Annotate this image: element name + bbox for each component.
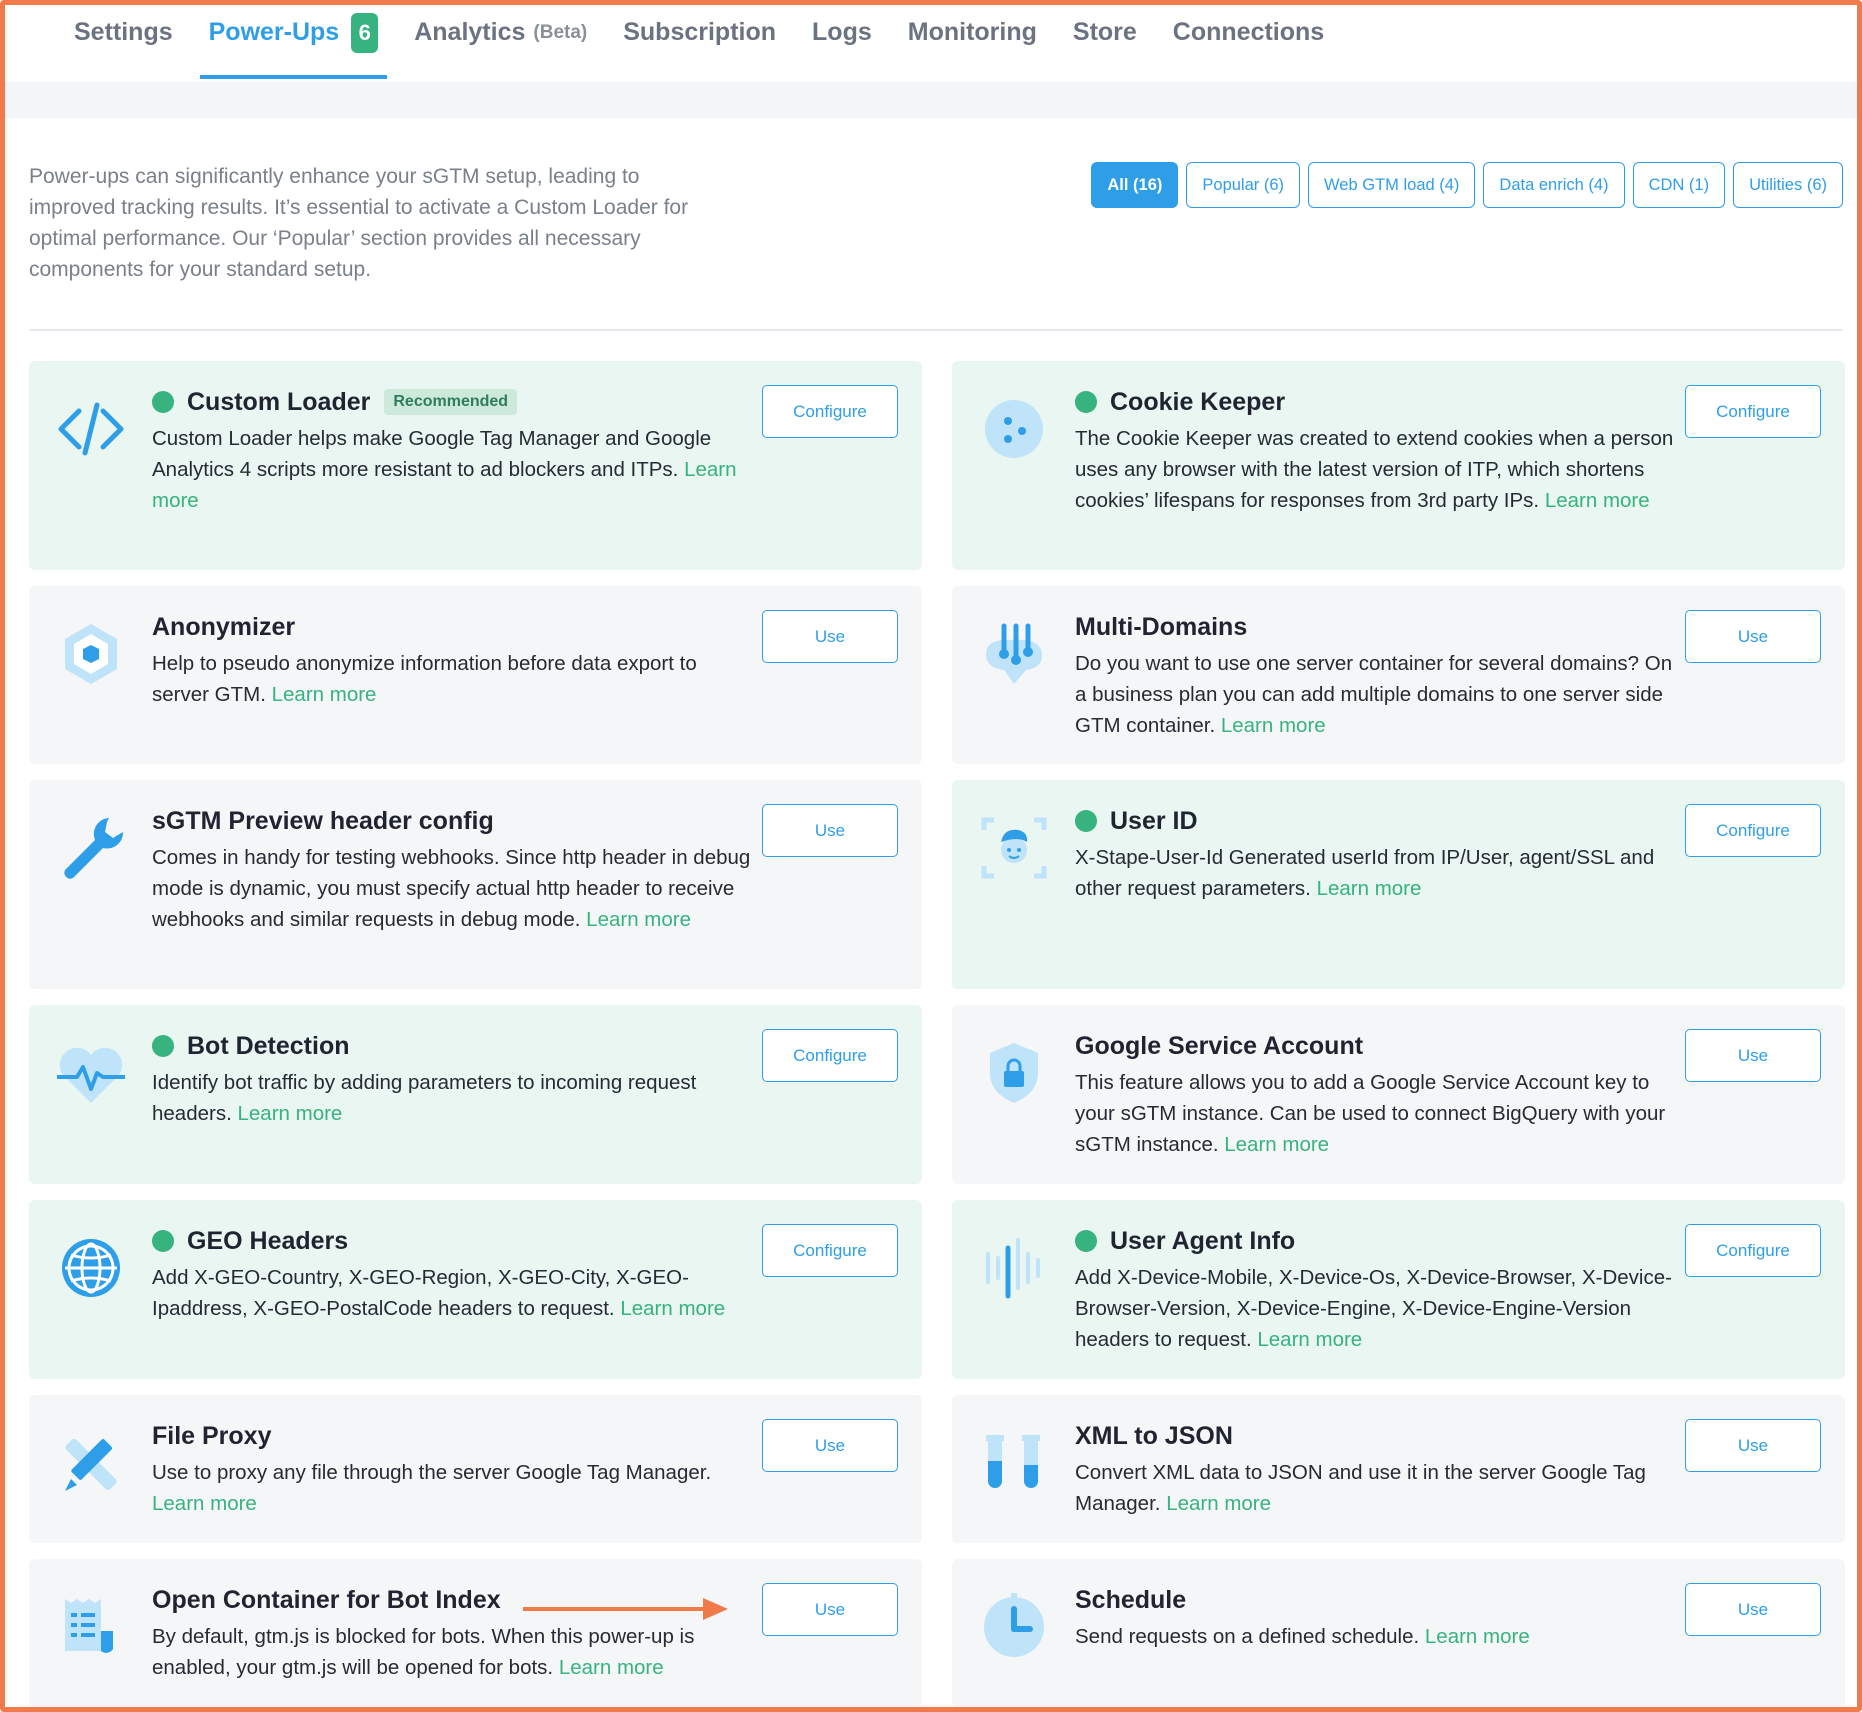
card-title-row [152,385,517,419]
filter-popular[interactable]: Popular (6) [1186,162,1300,208]
card-title-row [1075,385,1285,419]
anonymizer-use-button[interactable]: Use [762,610,898,663]
tab-settings[interactable] [65,5,182,82]
divider [29,329,1843,331]
card-title-row [1075,1419,1233,1453]
active-status-dot [1075,391,1097,413]
cookie-icon [974,389,1054,469]
power-up-card-google-service-account [952,1005,1845,1184]
google-service-account-use-button[interactable]: Use [1685,1029,1821,1082]
tab-label: Connections [1172,18,1325,46]
card-title: GEO Headers [187,1226,349,1255]
description-text: Add X-GEO-Country, X-GEO-Region, X-GEO-City, X-GEO-Ipaddress, X-GEO-PostalCode headers to request. [152,1266,689,1320]
hexagon-icon [51,614,131,694]
card-title-row [1075,610,1247,644]
learn-more-link[interactable]: Learn more [1257,1328,1363,1351]
card-title-row [152,1583,501,1617]
user-agent-info-configure-button[interactable]: Configure [1685,1224,1821,1277]
power-up-card-bot-detection [29,1005,922,1184]
learn-more-link[interactable]: Learn more [1166,1492,1272,1515]
card-description [1075,1621,1680,1652]
custom-loader-configure-button[interactable]: Configure [762,385,898,438]
card-description [1075,842,1680,904]
learn-more-link[interactable]: Learn more [1224,1133,1330,1156]
card-description [1075,423,1680,516]
active-status-dot [1075,810,1097,832]
tab-label: Logs [812,18,872,46]
active-status-dot [152,1035,174,1057]
learn-more-link[interactable]: Learn more [1424,1625,1530,1648]
receipt-icon [51,1587,131,1667]
card-description [152,1067,757,1129]
description-text: This feature allows you to add a Google Service Account key to your sGTM instance. Can be used to connect BigQuery with your sGTM instance. [1075,1071,1666,1156]
sgtm-preview-header-config-use-button[interactable]: Use [762,804,898,857]
power-up-card-cookie-keeper [952,361,1845,570]
card-title: Cookie Keeper [1110,387,1286,416]
tab-store[interactable] [1064,5,1146,82]
multi-domains-icon [974,614,1054,694]
learn-more-link[interactable]: Learn more [558,1656,664,1679]
learn-more-link[interactable]: Learn more [1220,714,1326,737]
description-text: Custom Loader helps make Google Tag Manager and Google Analytics 4 scripts more resistant to ad blockers and ITPs. [152,427,712,481]
card-description [1075,648,1680,741]
card-title-row [1075,1029,1363,1063]
globe-icon [51,1228,131,1308]
description-text: Identify bot traffic by adding parameters to incoming request headers. [152,1071,697,1125]
user-id-configure-button[interactable]: Configure [1685,804,1821,857]
tab-analytics[interactable] [405,5,596,82]
code-icon [51,389,131,469]
learn-more-link[interactable]: Learn more [152,458,737,512]
open-container-for-bot-index-use-button[interactable]: Use [762,1583,898,1636]
power-ups-count-badge: 6 [351,13,378,53]
tab-label: Monitoring [907,18,1037,46]
filter-cdn[interactable]: CDN (1) [1633,162,1726,208]
face-scan-icon [974,808,1054,888]
active-status-dot [152,391,174,413]
card-title-row [152,804,494,838]
tab-connections[interactable] [1164,5,1333,82]
card-title-row [1075,804,1198,838]
learn-more-link[interactable]: Learn more [620,1297,726,1320]
description-text: Add X-Device-Mobile, X-Device-Os, X-Device-Browser, X-Device-Browser-Version, X-Device-Engine, X-Device-Engine-Version headers to request. [1075,1266,1672,1351]
description-text: Send requests on a defined schedule. [1075,1625,1420,1648]
schedule-use-button[interactable]: Use [1685,1583,1821,1636]
card-title-row [152,1224,348,1258]
description-text: X-Stape-User-Id Generated userId from IP/User, agent/SSL and other request parameters. [1075,846,1655,900]
filter-web-gtm-load[interactable]: Web GTM load (4) [1308,162,1475,208]
filter-group [1091,162,1843,208]
annotation-arrow [523,1597,728,1621]
card-title: Open Container for Bot Index [152,1585,501,1614]
power-up-card-user-agent-info [952,1200,1845,1379]
sound-bars-icon [974,1228,1054,1308]
cookie-keeper-configure-button[interactable]: Configure [1685,385,1821,438]
pen-ruler-icon [51,1423,131,1503]
card-title-row [1075,1224,1295,1258]
tab-bar [5,5,1857,82]
filter-all[interactable]: All (16) [1091,162,1178,208]
card-description [1075,1262,1680,1355]
card-title: Custom Loader [187,387,371,416]
card-title-row [152,1419,272,1453]
power-up-card-user-id [952,780,1845,989]
intro-text: Power-ups can significantly enhance your sGTM setup, leading to improved tracking results. It’s essential to activate a Custom Loader for optimal performance. Our ‘Popular’ section provides all necessary components for your standard setup. [29,165,689,281]
card-title: User Agent Info [1110,1226,1296,1255]
card-description [152,648,757,710]
geo-headers-configure-button[interactable]: Configure [762,1224,898,1277]
active-status-dot [152,1230,174,1252]
active-status-dot [1075,1230,1097,1252]
description-text: The Cookie Keeper was created to extend cookies when a person uses any browser with the latest version of ITP, which shortens cookies’ lifespans for responses from 3rd party IPs. [1075,427,1674,512]
tab-subscription[interactable] [614,5,785,82]
card-title: sGTM Preview header config [152,806,494,835]
power-up-card-multi-domains [952,586,1845,764]
card-title-row [152,1029,350,1063]
card-title-row [152,610,295,644]
beta-label: (Beta) [533,21,588,43]
tab-logs[interactable] [803,5,881,82]
card-description [152,1621,757,1683]
power-up-card-xml-to-json [952,1395,1845,1543]
card-title: XML to JSON [1075,1421,1233,1450]
card-title: Anonymizer [152,612,296,641]
multi-domains-use-button[interactable]: Use [1685,610,1821,663]
filter-utilities[interactable]: Utilities (6) [1733,162,1843,208]
card-title-row [1075,1583,1186,1617]
wrench-icon [51,808,131,888]
shield-lock-icon [974,1033,1054,1113]
tab-label: Store [1072,18,1137,46]
description-text: Convert XML data to JSON and use it in the server Google Tag Manager. [1075,1461,1646,1515]
power-up-card-file-proxy [29,1395,922,1543]
heart-pulse-icon [51,1033,131,1113]
card-title: File Proxy [152,1421,272,1450]
learn-more-link[interactable]: Learn more [152,1492,257,1515]
filter-data-enrich[interactable]: Data enrich (4) [1483,162,1624,208]
tab-label: Analytics [414,18,526,46]
power-up-card-geo-headers [29,1200,922,1379]
learn-more-link[interactable]: Learn more [1316,877,1422,900]
section-separator [5,82,1857,118]
description-text: Use to proxy any file through the server Google Tag Manager. [152,1461,712,1484]
description-text: Help to pseudo anonymize information before data export to server GTM. [152,652,697,706]
description-text: By default, gtm.js is blocked for bots. When this power-up is enabled, your gtm.js will be opened for bots. [152,1625,695,1679]
recommended-badge: Recommended [384,389,517,415]
test-tubes-icon [974,1423,1054,1503]
description-text: Do you want to use one server container for several domains? On a business plan you can add multiple domains to one server side GTM container. [1075,652,1673,737]
power-up-card-sgtm-preview-header-config [29,780,922,989]
card-title: Schedule [1075,1585,1187,1614]
tab-power-ups[interactable] [200,5,388,82]
power-up-card-schedule [952,1559,1845,1707]
power-up-card-anonymizer [29,586,922,764]
learn-more-link[interactable]: Learn more [271,683,377,706]
card-description [152,1262,757,1324]
power-up-card-custom-loader [29,361,922,570]
power-up-card-open-container-for-bot-index [29,1559,922,1707]
card-description [1075,1457,1680,1519]
card-description [152,842,757,935]
card-title: Multi-Domains [1075,612,1248,641]
card-title: Google Service Account [1075,1031,1364,1060]
card-title: User ID [1110,806,1198,835]
card-description [152,1457,757,1519]
card-description [1075,1067,1680,1160]
learn-more-link[interactable]: Learn more [586,908,692,931]
tab-label: Subscription [623,18,777,46]
clock-icon [974,1587,1054,1667]
learn-more-link[interactable]: Learn more [237,1102,343,1125]
card-title: Bot Detection [187,1031,350,1060]
description-text: Comes in handy for testing webhooks. Since http header in debug mode is dynamic, you must specify actual http header to receive webhooks and similar requests in debug mode. [152,846,751,931]
tab-monitoring[interactable] [899,5,1046,82]
file-proxy-use-button[interactable]: Use [762,1419,898,1472]
learn-more-link[interactable]: Learn more [1544,489,1650,512]
bot-detection-configure-button[interactable]: Configure [762,1029,898,1082]
xml-to-json-use-button[interactable]: Use [1685,1419,1821,1472]
card-description [152,423,757,516]
tab-label: Settings [74,18,173,46]
tab-label: Power-Ups [208,18,340,46]
